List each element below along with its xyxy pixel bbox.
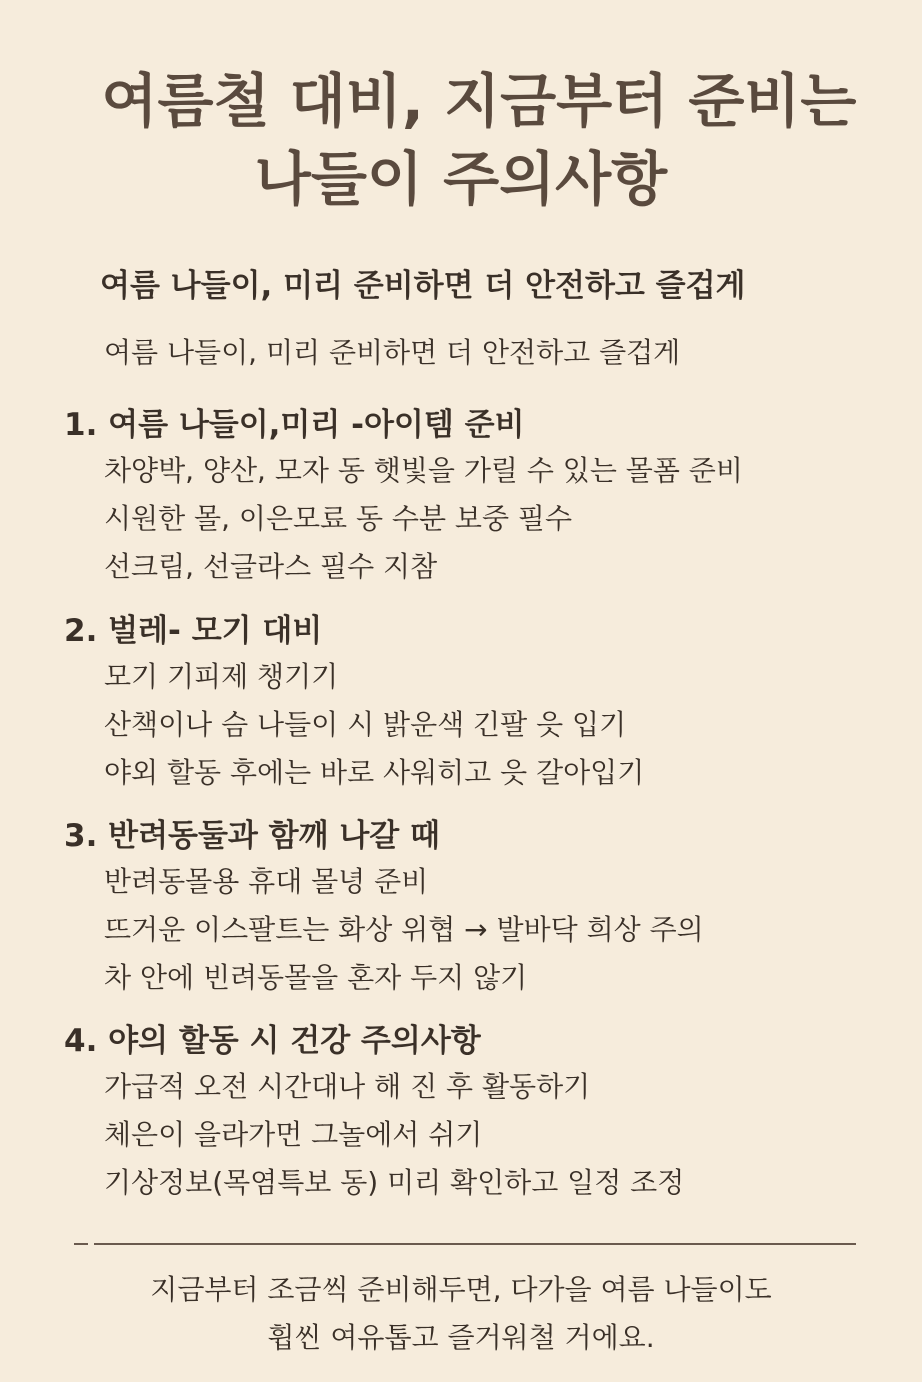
list-item: 뜨거운 이스팔트는 화상 위협 → 발바닥 희상 주의 bbox=[104, 913, 704, 946]
list-item: 모기 기피제 챙기기 bbox=[104, 660, 339, 693]
section-heading: 1. 여름 나들이,미리 -아이템 준비 bbox=[64, 407, 525, 443]
title-line-2: 나들이 주의사항 bbox=[254, 145, 668, 213]
footer-line-1: 지금부터 조금씩 준비해두면, 다가을 여름 나들이도 bbox=[150, 1273, 772, 1306]
list-item: 야외 할동 후에는 바로 사워히고 읏 갈아입기 bbox=[104, 756, 645, 789]
list-item: 기상정보(목염특보 동) 미리 확인하고 일정 조정 bbox=[104, 1166, 685, 1199]
intro-text: 여름 나들이, 미리 준비하면 더 안전하고 즐겁게 bbox=[104, 336, 681, 369]
section-heading: 4. 야의 할동 시 건강 주의사항 bbox=[64, 1023, 481, 1059]
title-line-1: 여름철 대비, 지금부터 준비는 bbox=[101, 67, 857, 135]
section-1 bbox=[64, 403, 884, 591]
list-item: 가급적 오전 시간대나 해 진 후 활동하기 bbox=[104, 1070, 591, 1103]
list-item: 산책이나 슴 나들이 시 밝운색 긴팔 읏 입기 bbox=[104, 708, 627, 741]
list-item: 반려동몰용 휴대 몰녕 준비 bbox=[104, 865, 429, 898]
divider-line bbox=[94, 1243, 856, 1245]
section-4 bbox=[64, 1019, 884, 1207]
list-item: 차양박, 양산, 모자 동 햇빛을 가릴 수 있는 몰폼 준비 bbox=[104, 454, 743, 487]
list-item: 체은이 을라가먼 그놀에서 쉬기 bbox=[104, 1118, 483, 1151]
section-heading: 3. 반려동둘과 함깨 나갈 때 bbox=[64, 818, 440, 854]
divider-dash bbox=[74, 1243, 88, 1245]
page-title bbox=[0, 62, 922, 218]
section-heading: 2. 벌레- 모기 대비 bbox=[64, 613, 323, 649]
section-2 bbox=[64, 609, 884, 797]
list-item: 시원한 몰, 이은모료 동 수분 보중 필수 bbox=[104, 502, 573, 535]
section-3 bbox=[64, 814, 884, 1002]
list-item: 차 안에 빈려동몰을 혼자 두지 않기 bbox=[104, 961, 528, 994]
footer-line-2: 휩씬 여유톱고 즐거워철 거에요. bbox=[267, 1321, 655, 1354]
footer-note bbox=[0, 1266, 922, 1362]
list-item: 선크림, 선글라스 필수 지참 bbox=[104, 550, 438, 583]
subheading: 여름 나들이, 미리 준비하면 더 안전하고 즐겁게 bbox=[100, 268, 746, 304]
